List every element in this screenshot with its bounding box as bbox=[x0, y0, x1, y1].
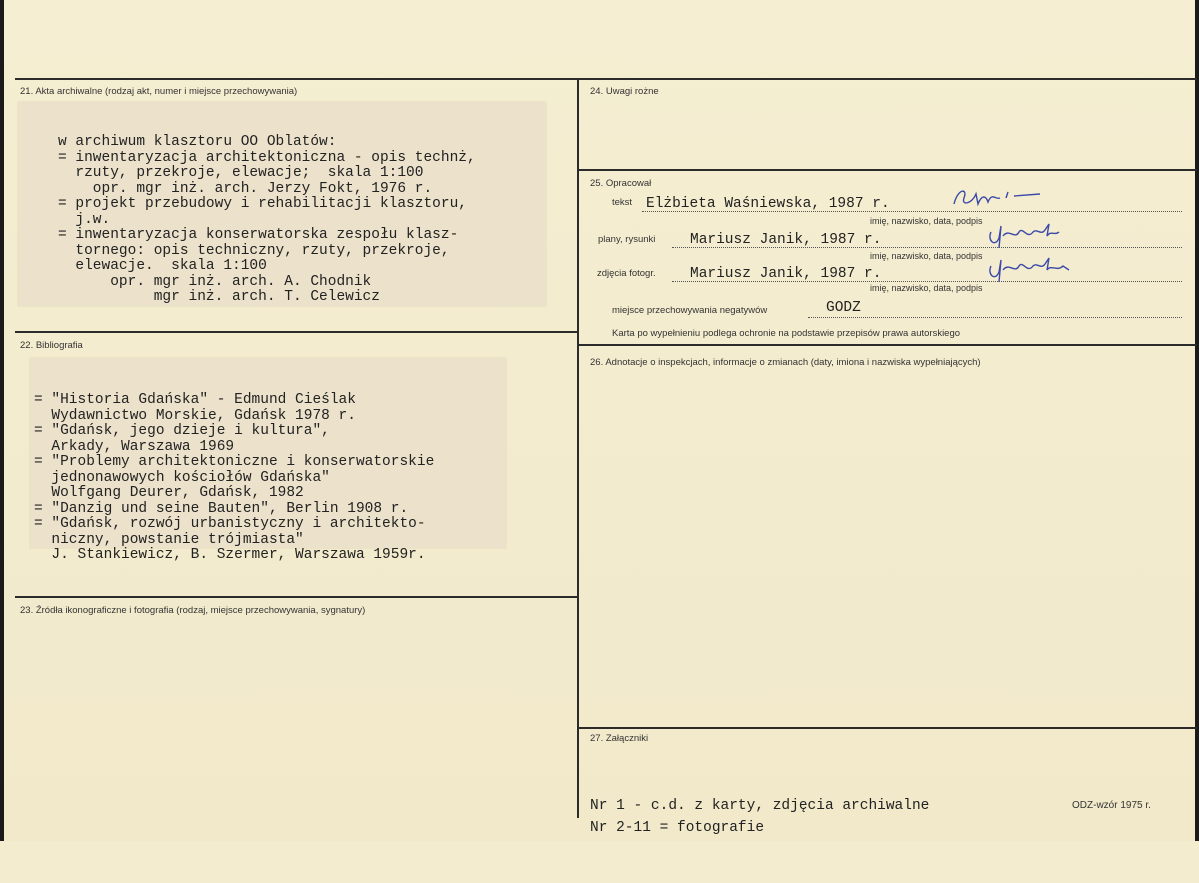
text-line: Wolfgang Deurer, Gdańsk, 1982 bbox=[34, 485, 304, 501]
karta-note: Karta po wypełnieniu podlega ochronie na podstawie przepisów prawa autorskiego bbox=[612, 328, 961, 339]
section-21-label: 21. Akta archiwalne (rodzaj akt, numer i miejsce przechowywania) bbox=[20, 86, 298, 97]
text-line: Wydawnictwo Morskie, Gdańsk 1978 r. bbox=[34, 407, 356, 424]
top-rule bbox=[15, 78, 1197, 80]
negatywy-dotline bbox=[808, 317, 1182, 318]
section-27-text bbox=[590, 751, 929, 883]
tekst-value: Elżbieta Waśniewska, 1987 r. bbox=[646, 196, 890, 212]
text-line: niczny, powstanie trójmiasta" bbox=[34, 531, 304, 548]
section-22-text bbox=[34, 362, 434, 595]
text-line: tornego: opis techniczny, rzuty, przekroje, bbox=[58, 242, 450, 259]
signature-2 bbox=[985, 218, 1065, 252]
section-22-label: 22. Bibliografia bbox=[20, 340, 83, 351]
zdjecia-caption: imię, nazwisko, data, podpis bbox=[870, 283, 983, 293]
text-line: = "Danzig und seine Bauten", Berlin 1908 r. bbox=[34, 500, 409, 517]
plany-caption: imię, nazwisko, data, podpis bbox=[870, 251, 983, 261]
zdjecia-label: zdjęcia fotogr. bbox=[597, 268, 656, 279]
text-line: jednonawowych kościołów Gdańska" bbox=[34, 469, 330, 486]
text-line: mgr inż. arch. T. Celewicz bbox=[58, 289, 380, 305]
rule-22-23 bbox=[15, 596, 578, 598]
center-divider bbox=[577, 78, 579, 818]
signature-1 bbox=[948, 184, 1048, 212]
text-line: J. Stankiewicz, B. Szermer, Warszawa 1959r. bbox=[34, 547, 426, 563]
section-27-label: 27. Załączniki bbox=[590, 733, 649, 744]
text-line: j.w. bbox=[58, 211, 111, 228]
text-line: = "Historia Gdańska" - Edmund Cieślak bbox=[34, 392, 356, 408]
tekst-label: tekst bbox=[612, 197, 633, 208]
text-line: rzuty, przekroje, elewacje; skala 1:100 bbox=[58, 165, 424, 181]
text-line: Arkady, Warszawa 1969 bbox=[34, 438, 235, 455]
section-23-label: 23. Źródła ikonograficzne i fotografia (rodzaj, miejsce przechowywania, sygnatury) bbox=[20, 605, 366, 616]
tekst-caption: imię, nazwisko, data, podpis bbox=[870, 216, 983, 226]
text-line: w archiwum klasztoru OO Oblatów: bbox=[58, 134, 337, 150]
text-line: = "Problemy architektoniczne i konserwatorskie bbox=[34, 454, 435, 470]
left-edge bbox=[0, 0, 4, 841]
text-line: Nr 1 - c.d. z karty, zdjęcia archiwalne bbox=[590, 798, 930, 814]
section-25-label: 25. Opracował bbox=[590, 178, 652, 189]
plany-label: plany, rysunki bbox=[598, 234, 656, 245]
section-24-label: 24. Uwagi rożne bbox=[590, 86, 659, 97]
zdjecia-value: Mariusz Janik, 1987 r. bbox=[690, 266, 882, 282]
rule-26-27 bbox=[578, 727, 1197, 729]
section-21-text bbox=[58, 104, 476, 337]
rule-24-25 bbox=[578, 169, 1197, 171]
text-line: opr. mgr inż. arch. A. Chodnik bbox=[58, 273, 372, 290]
text-line: Nr 2-11 = fotografie bbox=[590, 820, 765, 836]
right-edge bbox=[1195, 0, 1199, 841]
signature-3 bbox=[985, 252, 1075, 286]
negatywy-label: miejsce przechowywania negatywów bbox=[612, 305, 768, 316]
text-line: = "Gdańsk, rozwój urbanistyczny i architekto- bbox=[34, 516, 426, 532]
plany-value: Mariusz Janik, 1987 r. bbox=[690, 232, 882, 248]
form-code: ODZ-wzór 1975 r. bbox=[1072, 800, 1151, 811]
rule-25-26 bbox=[578, 344, 1197, 346]
text-line: = inwentaryzacja konserwatorska zespołu klasz- bbox=[58, 227, 459, 243]
text-line: = "Gdańsk, jego dzieje i kultura", bbox=[34, 423, 330, 439]
text-line: opr. mgr inż. arch. Jerzy Fokt, 1976 r. bbox=[58, 180, 433, 197]
text-line: = projekt przebudowy i rehabilitacji klasztoru, bbox=[58, 196, 467, 212]
section-26-label: 26. Adnotacje o inspekcjach, informacje o zmianach (daty, imiona i nazwiska wypełniających) bbox=[590, 357, 981, 368]
negatywy-value: GODZ bbox=[826, 300, 861, 316]
text-line: elewacje. skala 1:100 bbox=[58, 258, 267, 274]
text-line: = inwentaryzacja architektoniczna - opis technż, bbox=[58, 149, 476, 166]
